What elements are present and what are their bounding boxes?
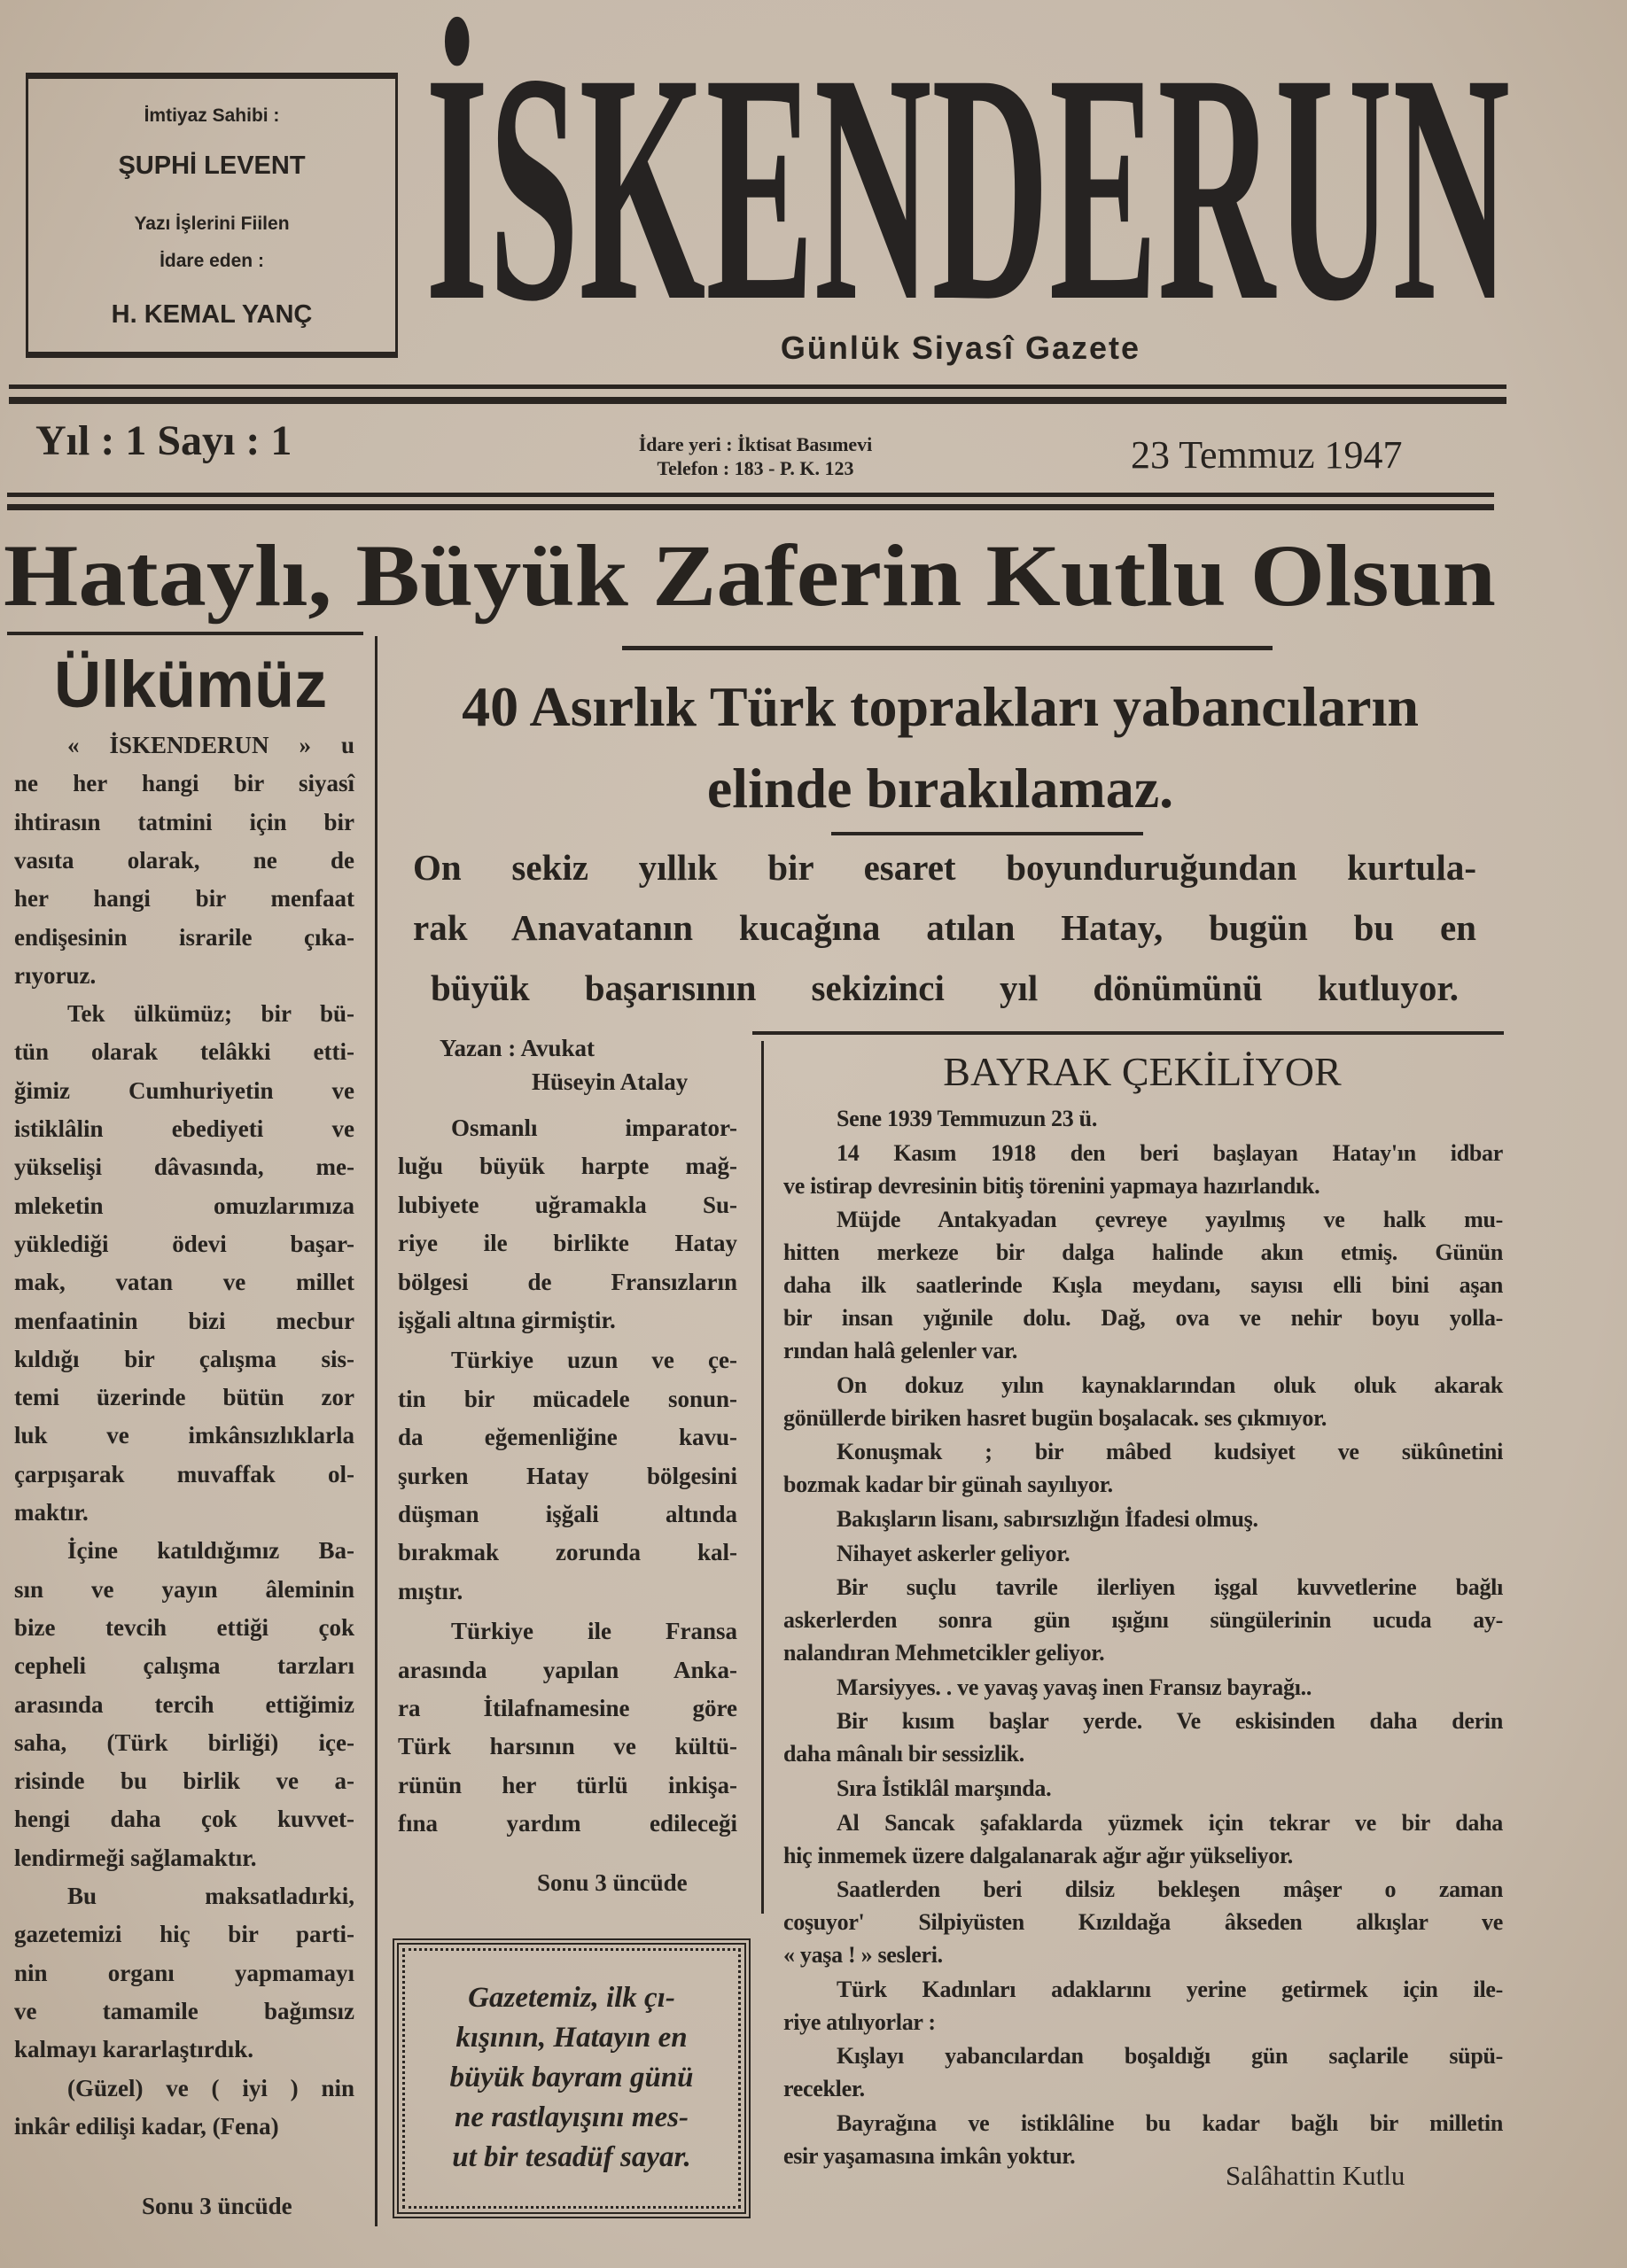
text-line: ra İtilafnamesine göre xyxy=(398,1695,737,1721)
text-line: ve istirap devresinin bitiş törenini yapmaya hazırlandık. xyxy=(783,1172,1320,1199)
text-line: yüklediği ödevi başar- xyxy=(14,1230,354,1257)
text-line: ve tamamile bağımsız xyxy=(14,1997,354,2024)
text-line: Sıra İstiklâl marşında. xyxy=(837,1775,1052,1801)
left-article-title: Ülkümüz xyxy=(53,648,328,721)
text-line: Bir suçlu tavrile ilerliyen işgal kuvvetlerine bağlı xyxy=(837,1574,1503,1601)
editor-label-1: Yazı İşlerini Fiilen xyxy=(134,214,290,234)
text-line: luğu büyük harpte mağ- xyxy=(398,1153,737,1180)
text-line: düşman işğali altında xyxy=(398,1501,737,1527)
signature: Salâhattin Kutlu xyxy=(1226,2160,1405,2191)
text-line: arasında tercih ettiğimiz xyxy=(14,1690,354,1718)
continued-note: Sonu 3 üncüde xyxy=(142,2193,292,2219)
editor-label-2: İdare eden : xyxy=(160,251,264,271)
rule xyxy=(7,504,1494,510)
text-line: endişesinin israrile çıka- xyxy=(14,923,354,951)
rule xyxy=(7,632,363,635)
notice-line: ne rastlayışını mes- xyxy=(454,2101,689,2133)
text-line: esir yaşamasına imkân yoktur. xyxy=(783,2143,1076,2169)
main-headline xyxy=(0,518,1506,625)
main-headline-text: Hataylı, Büyük Zaferin Kutlu Olsun xyxy=(4,526,1496,625)
text-line: « yaşa ! » sesleri. xyxy=(783,1942,943,1969)
text-line: gönüllerde biriken hasret bugün boşalacak. ses çıkmıyor. xyxy=(783,1404,1327,1431)
text-line: hiç inmemek üzere dalgalanarak ağır ağır yükseliyor. xyxy=(783,1842,1293,1868)
text-line: vasıta olarak, ne de xyxy=(14,846,354,874)
issue-date: 23 Temmuz 1947 xyxy=(1131,433,1403,477)
text-line: ne her hangi bir siyasî xyxy=(14,770,354,797)
text-line: risinde bu birlik ve a- xyxy=(14,1767,354,1795)
text-line: İçine katıldığımız Ba- xyxy=(67,1537,354,1565)
notice-line: büyük bayram günü xyxy=(449,2062,694,2093)
notice-line: ut bir tesadüf sayar. xyxy=(452,2141,691,2173)
text-line: mak, vatan ve millet xyxy=(14,1269,354,1296)
text-line: mıştır. xyxy=(398,1577,463,1604)
rule xyxy=(7,493,1494,497)
newspaper-title xyxy=(416,9,1524,310)
notice-line: kışının, Hatayın en xyxy=(455,2022,688,2054)
text-line: istiklâlin ebediyeti ve xyxy=(14,1115,354,1142)
main-article-title-line: elinde bırakılamaz. xyxy=(706,757,1174,819)
rule xyxy=(9,397,1506,404)
text-line: Konuşmak ; bir mâbed kudsiyet ve sükûnetini xyxy=(837,1439,1503,1465)
text-line: tin bir mücadele sonun- xyxy=(398,1385,737,1412)
text-line: Saatlerden beri dilsiz bekleşen mâşer o zaman xyxy=(837,1876,1503,1903)
text-line: menfaatinin bizi mecbur xyxy=(14,1307,354,1334)
notice-line: Gazetemiz, ilk çı- xyxy=(468,1982,675,2014)
rule xyxy=(622,646,1273,650)
text-line: ihtirasın tatmini için bir xyxy=(14,808,354,835)
owner-label: İmtiyaz Sahibi : xyxy=(144,105,280,126)
main-article-title xyxy=(386,666,1494,829)
text-line: Al Sancak şafaklarda yüzmek için tekrar ve bir daha xyxy=(837,1809,1503,1836)
text-line: Bayrağına ve istiklâline bu kadar bağlı bir milletin xyxy=(837,2110,1503,2136)
editor-name: H. KEMAL YANÇ xyxy=(111,300,313,329)
text-line: 14 Kasım 1918 den beri başlayan Hatay'ın idbar xyxy=(837,1139,1503,1166)
text-line: çarpışarak muvaffak ol- xyxy=(14,1460,354,1487)
text-line: Osmanlı imparator- xyxy=(451,1115,737,1141)
main-article-title-line: 40 Asırlık Türk toprakları yabancıların xyxy=(462,675,1419,738)
text-line: temi üzerinde bütün zor xyxy=(14,1384,354,1411)
text-line: Bakışların lisanı, sabırsızlığın İfadesi olmuş. xyxy=(837,1506,1258,1532)
column-divider xyxy=(375,636,378,2226)
text-line: arasında yapılan Anka- xyxy=(398,1656,737,1683)
byline-author: Hüseyin Atalay xyxy=(532,1068,689,1095)
text-line: ğimiz Cumhuriyetin ve xyxy=(14,1076,354,1104)
text-line: fına yardım edileceği xyxy=(398,1810,737,1837)
text-line: inkâr edilişi kadar, (Fena) xyxy=(14,2112,279,2140)
editorial-box xyxy=(26,73,398,358)
text-line: lendirmeği sağlamaktır. xyxy=(14,1844,257,1871)
newspaper-title-text: İSKENDERUN xyxy=(425,9,1510,310)
deck-line: büyük başarısının sekizinci yıl dönümünü kutluyor. xyxy=(431,967,1459,1008)
text-line: Marsiyyes. . ve yavaş yavaş inen Fransız bayrağı.. xyxy=(837,1674,1312,1700)
text-line: her hangi bir menfaat xyxy=(14,885,354,913)
continued-note: Sonu 3 üncüde xyxy=(537,1869,688,1896)
text-line: Bu maksatladırki, xyxy=(67,1883,354,1909)
text-line: Müjde Antakyadan çevreye yayılmış ve halk mu- xyxy=(837,1207,1503,1233)
text-line: Türk harsının ve kültü- xyxy=(398,1733,737,1760)
issue-number: Yıl : 1 Sayı : 1 xyxy=(35,417,292,464)
text-line: Türkiye uzun ve çe- xyxy=(451,1347,737,1374)
rule xyxy=(752,1031,1504,1035)
text-line: kıldığı bir çalışma sis- xyxy=(14,1345,354,1372)
text-line: gazetemizi hiç bir parti- xyxy=(14,1921,354,1948)
text-line: Türk Kadınları adaklarını yerine getirmek için ile- xyxy=(837,1976,1503,2002)
text-line: şurken Hatay bölgesini xyxy=(398,1462,737,1489)
text-line: hitten merkeze bir dalga halinde akın etmiş. Günün xyxy=(783,1239,1503,1266)
deck-line: On sekiz yıllık bir esaret boyunduruğundan kurtula- xyxy=(413,847,1476,888)
newspaper-subtitle: Günlük Siyasî Gazete xyxy=(780,330,1141,366)
phone-line: Telefon : 183 - P. K. 123 xyxy=(657,457,854,479)
text-line: sın ve yayın âleminin xyxy=(14,1575,354,1603)
text-line: Kışlayı yabancılardan boşaldığı gün saçlarile süpü- xyxy=(837,2043,1503,2070)
text-line: Nihayet askerler geliyor. xyxy=(837,1540,1070,1566)
text-line: daha ilk saatlerinde Kışla meydanı, sayısı elli bini aşan xyxy=(783,1272,1503,1299)
right-article-title: BAYRAK ÇEKİLİYOR xyxy=(943,1049,1342,1094)
text-line: Tek ülkümüz; bir bü- xyxy=(67,1000,354,1028)
deck-line: rak Anavatanın kucağına atılan Hatay, bugün bu en xyxy=(413,907,1476,948)
text-line: tün olarak telâkki etti- xyxy=(14,1038,354,1066)
rule xyxy=(9,384,1506,389)
owner-name: ŞUPHİ LEVENT xyxy=(118,151,306,180)
address-line: İdare yeri : İktisat Basımevi xyxy=(638,433,873,455)
notice-box xyxy=(393,1938,751,2218)
text-line: Sene 1939 Temmuzun 23 ü. xyxy=(837,1106,1098,1131)
text-line: yükselişi dâvasında, me- xyxy=(14,1153,354,1181)
text-line: (Güzel) ve ( iyi ) nin xyxy=(67,2074,354,2101)
text-line: askerlerden sonra gün ışığını süngülerinin ucuda ay- xyxy=(783,1607,1503,1634)
text-line: riye ile birlikte Hatay xyxy=(398,1230,737,1257)
text-line: bölgesi de Fransızların xyxy=(398,1268,737,1295)
text-line: riye atılıyorlar : xyxy=(783,2008,936,2035)
text-line: rünün her türlü inkişa- xyxy=(398,1771,737,1798)
text-line: işğali altına girmiştir. xyxy=(398,1307,616,1333)
text-line: rıyoruz. xyxy=(14,961,97,989)
text-line: da eğemenliğine kavu- xyxy=(398,1424,737,1451)
text-line: bırakmak zorunda kal- xyxy=(398,1539,737,1566)
text-line: recekler. xyxy=(783,2076,865,2102)
text-line: nalandıran Mehmetcikler geliyor. xyxy=(783,1640,1105,1666)
text-line: rından halâ gelenler var. xyxy=(783,1338,1018,1364)
text-line: On dokuz yılın kaynaklarından oluk oluk akarak xyxy=(837,1371,1503,1398)
text-line: bozmak kadar bir günah sayılıyor. xyxy=(783,1472,1113,1498)
text-line: Türkiye ile Fransa xyxy=(451,1618,737,1645)
text-line: hengi daha çok kuvvet- xyxy=(14,1806,354,1833)
text-line: luk ve imkânsızlıklarla xyxy=(14,1422,354,1449)
text-line: cepheli çalışma tarzları xyxy=(14,1652,354,1680)
text-line: coşuyor' Silpiyüsten Kızıldağa âkseden alkışlar ve xyxy=(783,1909,1503,1936)
text-line: saha, (Türk birliği) içe- xyxy=(14,1728,354,1756)
publisher-info xyxy=(585,432,926,480)
text-line: bir insan yığınile dolu. Dağ, ova ve nehir boyu yolla- xyxy=(783,1305,1503,1332)
rule xyxy=(831,832,1143,835)
text-line: Bir kısım başlar yerde. Ve eskisinden daha derin xyxy=(837,1708,1503,1735)
text-line: lubiyete uğramakla Su- xyxy=(398,1191,737,1218)
text-line: bize tevcih ettiği çok xyxy=(14,1613,354,1641)
text-line: mleketin omuzlarımıza xyxy=(14,1192,354,1219)
text-line: maktır. xyxy=(14,1499,89,1526)
column-divider xyxy=(761,1041,764,1914)
byline-title: Yazan : Avukat xyxy=(440,1035,596,1061)
text-line: nin organı yapmamayı xyxy=(14,1959,354,1986)
text-line: « İSKENDERUN » u xyxy=(67,732,354,758)
text-line: kalmayı kararlaştırdık. xyxy=(14,2036,254,2063)
text-line: daha mânalı bir sessizlik. xyxy=(783,1741,1025,1767)
